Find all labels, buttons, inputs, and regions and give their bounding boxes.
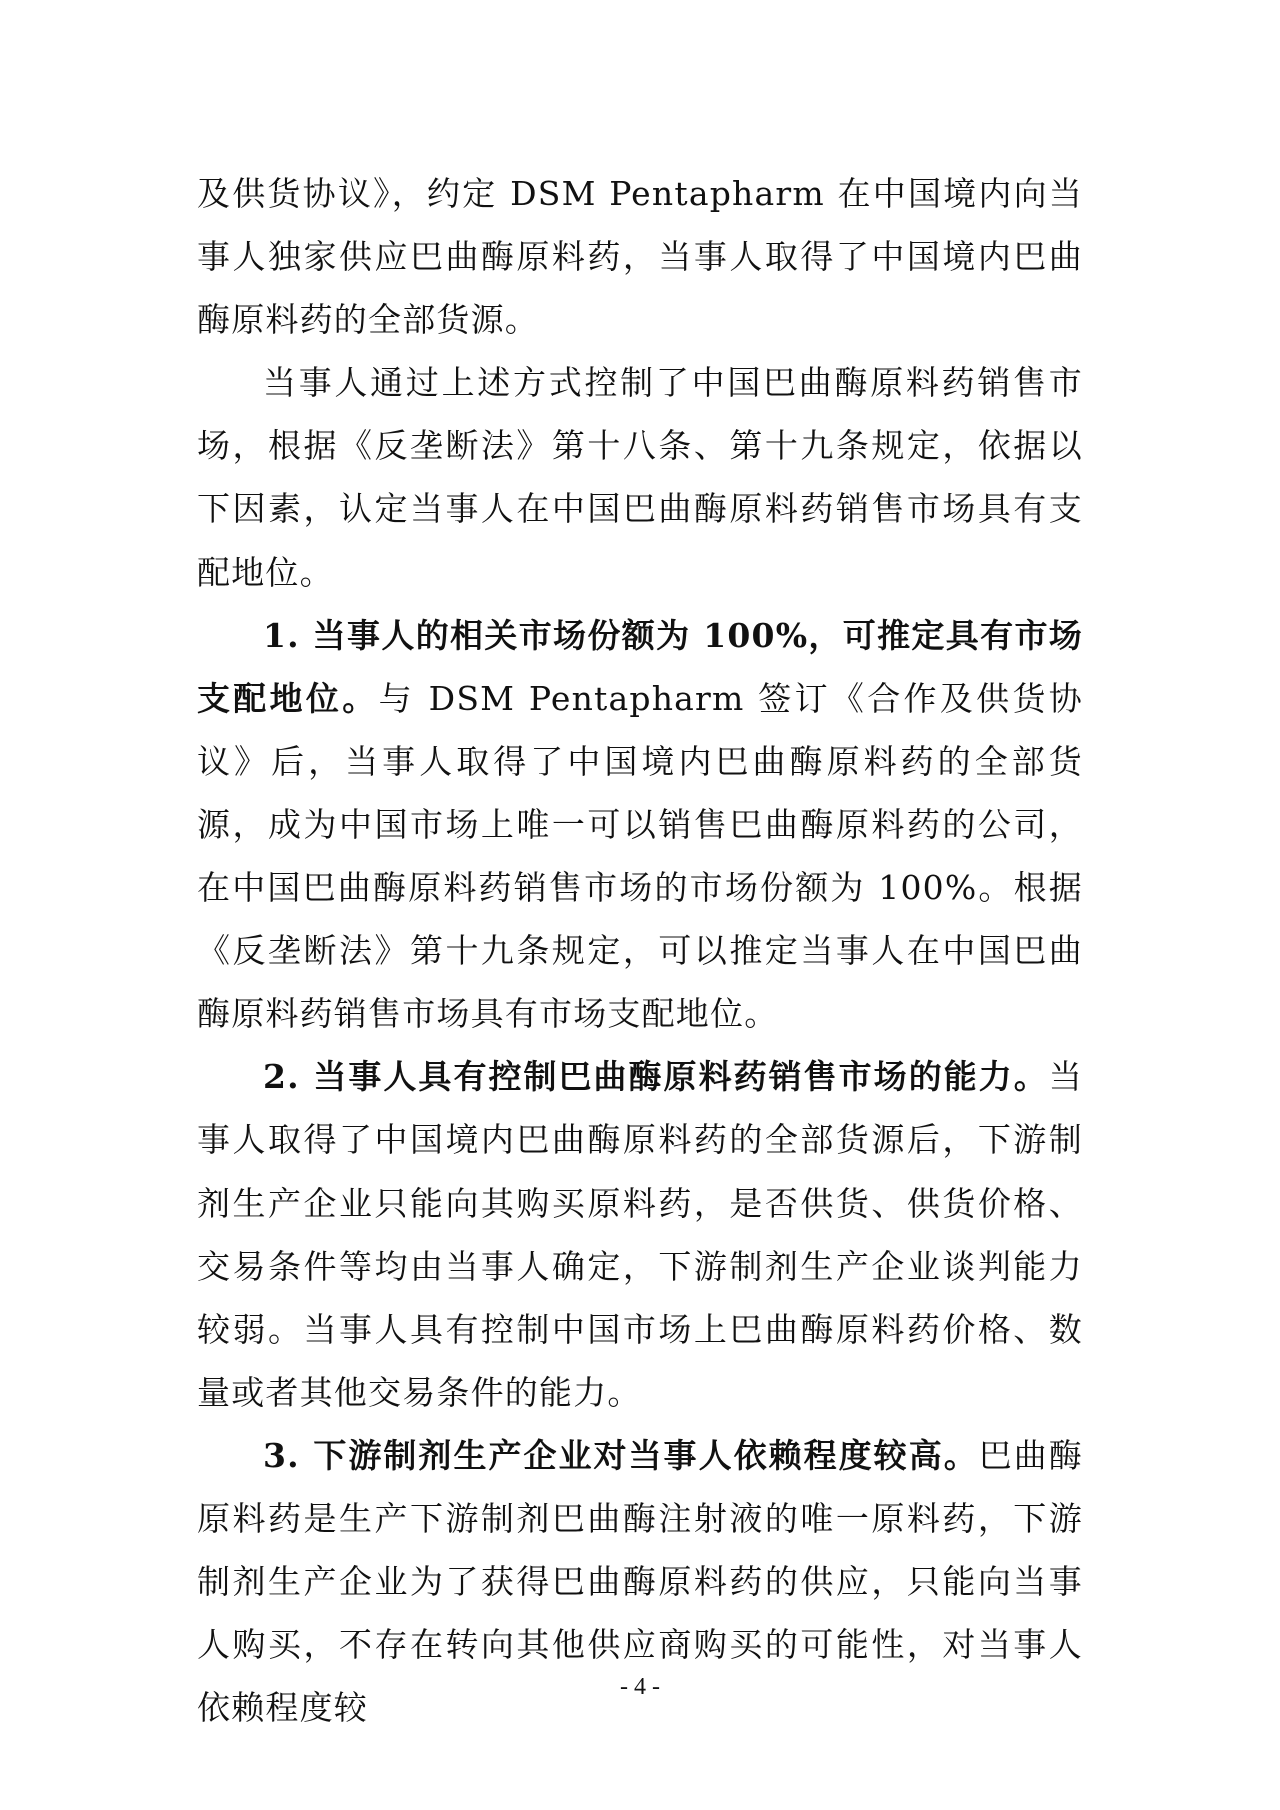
paragraph-market-share [197,604,1083,1046]
paragraph-text: 当事人通过上述方式控制了中国巴曲酶原料药销售市场，根据《反垄断法》第十八条、第十九条规定，依据以下因素，认定当事人在中国巴曲酶原料药销售市场具有支配地位。 [197,363,1083,592]
document-body [197,162,1083,1739]
paragraph-text: 及供货协议》，约定 DSM Pentapharm 在中国境内向当事人独家供应巴曲酶原料药，当事人取得了中国境内巴曲酶原料药的全部货源。 [197,174,1083,340]
paragraph-heading: 3. 下游制剂生产企业对当事人依赖程度较高。 [263,1435,979,1475]
paragraph-heading: 2. 当事人具有控制巴曲酶原料药销售市场的能力。 [263,1057,1049,1097]
page-number: - 4 - [620,1674,660,1700]
paragraph-text: 当事人取得了中国境内巴曲酶原料药的全部货源后，下游制剂生产企业只能向其购买原料药，是否供货、供货价格、交易条件等均由当事人确定，下游制剂生产企业谈判能力较弱。当事人具有控制中国市场上巴曲酶原料药价格、数量或者其他交易条件的能力。 [197,1057,1083,1412]
paragraph-text: 与 DSM Pentapharm 签订《合作及供货协议》后，当事人取得了中国境内巴曲酶原料药的全部货源，成为中国市场上唯一可以销售巴曲酶原料药的公司，在中国巴曲酶原料药销售市场的市场份额为 100%。根据《反垄断法》第十九条规定，可以推定当事人在中国巴曲酶原料药销售市场具有市场支配地位。 [197,678,1083,1034]
paragraph-market-control [197,351,1083,603]
paragraph-control-ability [197,1045,1083,1424]
paragraph-text: 巴曲酶原料药是生产下游制剂巴曲酶注射液的唯一原料药，下游制剂生产企业为了获得巴曲酶原料药的供应，只能向当事人购买，不存在转向其他供应商购买的可能性，对当事人依赖程度较 [197,1435,1083,1728]
paragraph-heading: 1. 当事人的相关市场份额为 100%，可推定具有市场支配地位。 [197,615,1083,718]
paragraph-continuation [197,162,1083,351]
